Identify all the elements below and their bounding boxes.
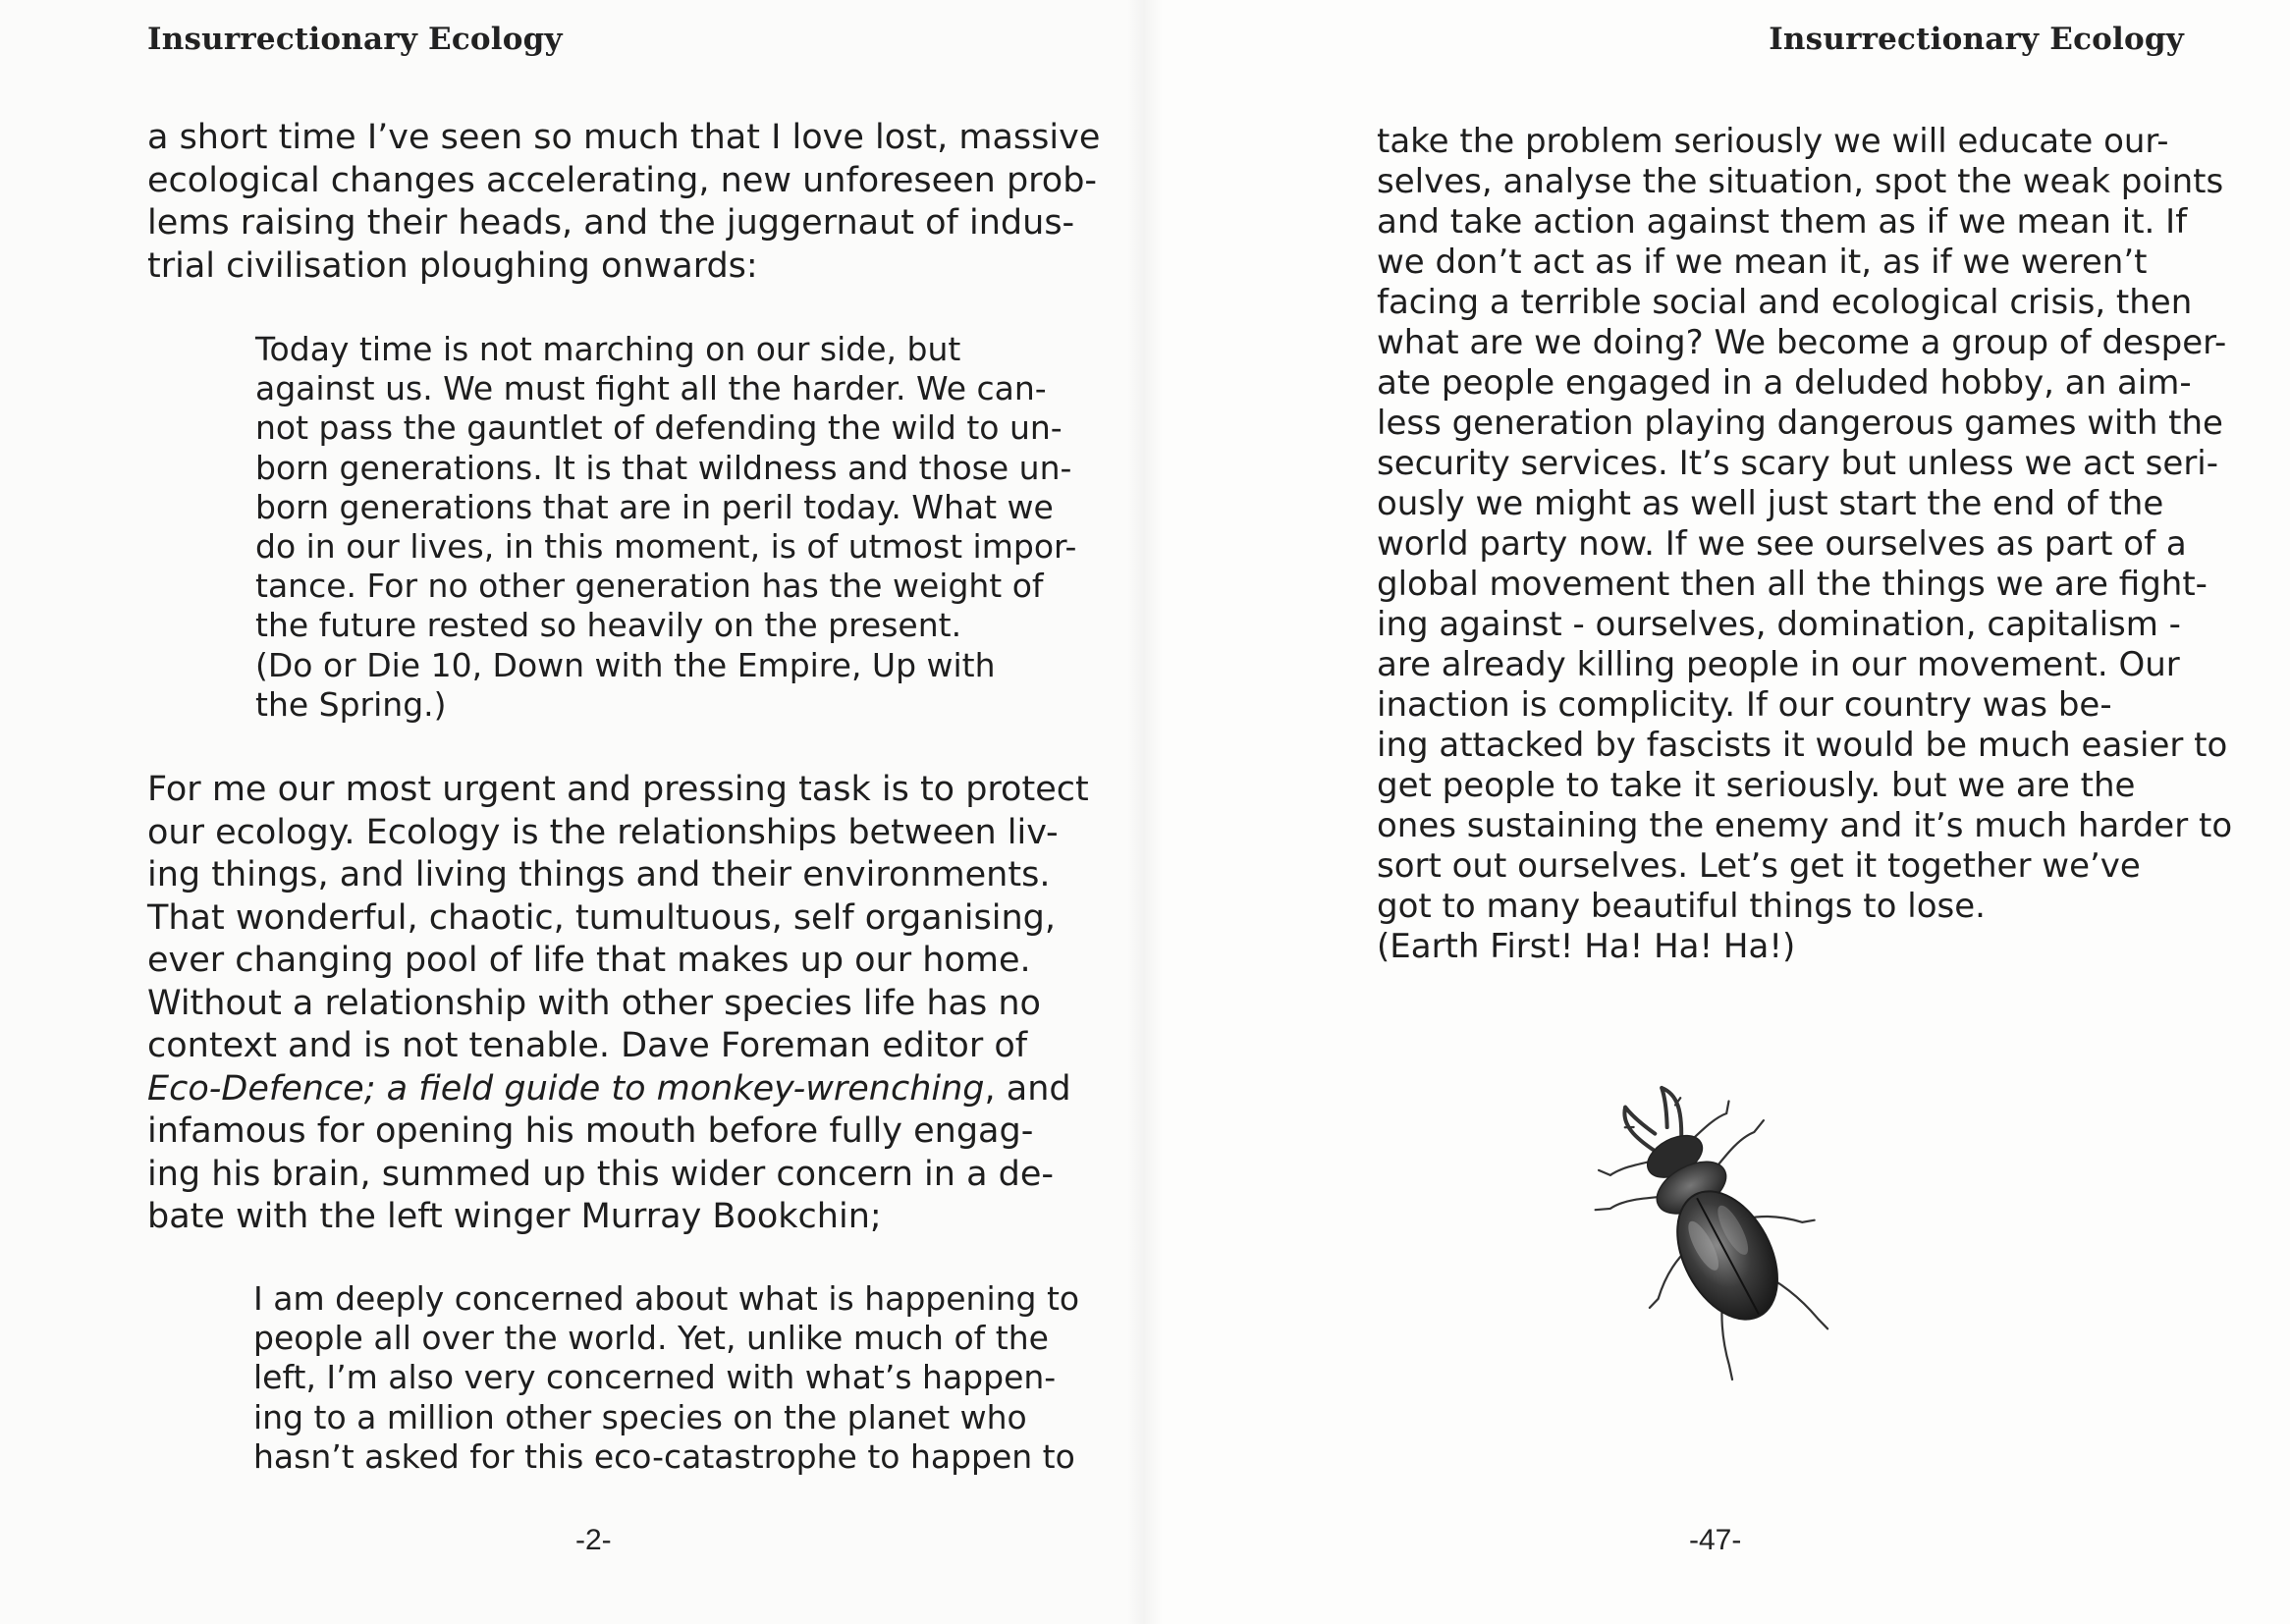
text-line: infamous for opening his mouth before fully engag- <box>147 1111 1034 1151</box>
block-quote-1 <box>255 330 1076 725</box>
text-line: (Earth First! Ha! Ha! Ha!) <box>1377 927 1796 966</box>
quote-line: left, I’m also very concerned with what’s happen- <box>253 1358 1057 1397</box>
text-line: ing against - ourselves, domination, capitalism - <box>1377 605 2181 644</box>
running-header: Insurrectionary Ecology <box>147 22 563 57</box>
quote-line: Today time is not marching on our side, but <box>255 330 961 368</box>
title-tail: , and <box>984 1068 1071 1109</box>
quote-line: hasn’t asked for this eco-catastrophe to happen to <box>253 1436 1075 1476</box>
text-line: ate people engaged in a deluded hobby, an aim- <box>1377 363 2192 403</box>
text-line: take the problem seriously we will educate our- <box>1377 122 2169 161</box>
text-line: ones sustaining the enemy and it’s much harder to <box>1377 806 2233 845</box>
book-title: Eco-Defence; a field guide to monkey-wrenching <box>147 1068 985 1109</box>
text-line: get people to take it seriously. but we are the <box>1377 766 2136 805</box>
text-line: a short time I’ve seen so much that I love lost, massive <box>147 118 1101 157</box>
text-line: ing things, and living things and their environments. <box>147 855 1051 894</box>
text-line: ing attacked by fascists it would be much easier to <box>1377 726 2228 765</box>
text-line: what are we doing? We become a group of desper- <box>1377 323 2227 362</box>
text-line: That wonderful, chaotic, tumultuous, self organising, <box>147 897 1057 938</box>
quote-line: I am deeply concerned about what is happening to <box>253 1279 1080 1318</box>
text-line: trial civilisation ploughing onwards: <box>147 245 758 286</box>
text-line-with-title <box>147 1068 1089 1111</box>
text-line: security services. It’s scary but unless we act seri- <box>1377 444 2219 483</box>
paragraph-continued <box>1377 122 2232 967</box>
text-line: ecological changes accelerating, new unforeseen prob- <box>147 160 1098 200</box>
quote-line: tance. For no other generation has the weight of <box>255 567 1044 606</box>
text-line: selves, analyse the situation, spot the weak points <box>1377 162 2224 201</box>
text-line: are already killing people in our movement. Our <box>1377 645 2180 684</box>
text-line: ously we might as well just start the end of the <box>1377 484 2164 523</box>
quote-line: (Do or Die 10, Down with the Empire, Up with <box>255 645 996 684</box>
block-quote-2 <box>253 1279 1079 1477</box>
text-line: facing a terrible social and ecological crisis, then <box>1377 283 2193 322</box>
text-line: For me our most urgent and pressing task is to protect <box>147 770 1089 809</box>
page-number: -47- <box>1689 1524 1742 1556</box>
book-gutter <box>1127 0 1163 1624</box>
quote-line: do in our lives, in this moment, is of utmost impor- <box>255 527 1077 567</box>
text-line: context and is not tenable. Dave Foreman editor of <box>147 1026 1028 1065</box>
quote-line: born generations that are in peril today. What we <box>255 487 1054 526</box>
quote-line: the Spring.) <box>255 684 447 724</box>
text-line: our ecology. Ecology is the relationships between liv- <box>147 812 1059 852</box>
text-line: Without a relationship with other species life has no <box>147 983 1041 1023</box>
quote-line: against us. We must fight all the harder. We can- <box>255 369 1047 408</box>
paragraph-2 <box>147 769 1089 1239</box>
text-line: ing his brain, summed up this wider concern in a de- <box>147 1154 1055 1194</box>
paragraph-1 <box>147 117 1100 288</box>
text-line: got to many beautiful things to lose. <box>1377 887 1986 926</box>
running-header: Insurrectionary Ecology <box>1769 22 2184 57</box>
text-line: ever changing pool of life that makes up our home. <box>147 941 1031 980</box>
text-line: lems raising their heads, and the juggernaut of indus- <box>147 203 1075 243</box>
text-line: less generation playing dangerous games with the <box>1377 404 2223 443</box>
text-line: inaction is complicity. If our country was be- <box>1377 685 2112 725</box>
quote-line: born generations. It is that wildness and those un- <box>255 448 1072 487</box>
page-number: -2- <box>575 1524 612 1556</box>
quote-line: people all over the world. Yet, unlike much of the <box>253 1319 1049 1358</box>
text-line: and take action against them as if we mean it. If <box>1377 202 2188 242</box>
text-line: we don’t act as if we mean it, as if we weren’t <box>1377 243 2148 282</box>
quote-line: not pass the gauntlet of defending the wild to un- <box>255 408 1063 448</box>
stag-beetle-icon <box>1571 1072 1856 1386</box>
quote-line: the future rested so heavily on the present. <box>255 606 962 645</box>
text-line: global movement then all the things we are fight- <box>1377 565 2208 604</box>
text-line: bate with the left winger Murray Bookchin; <box>147 1197 882 1236</box>
text-line: sort out ourselves. Let’s get it together we’ve <box>1377 846 2141 886</box>
text-line: world party now. If we see ourselves as part of a <box>1377 524 2187 564</box>
quote-line: ing to a million other species on the planet who <box>253 1397 1027 1436</box>
